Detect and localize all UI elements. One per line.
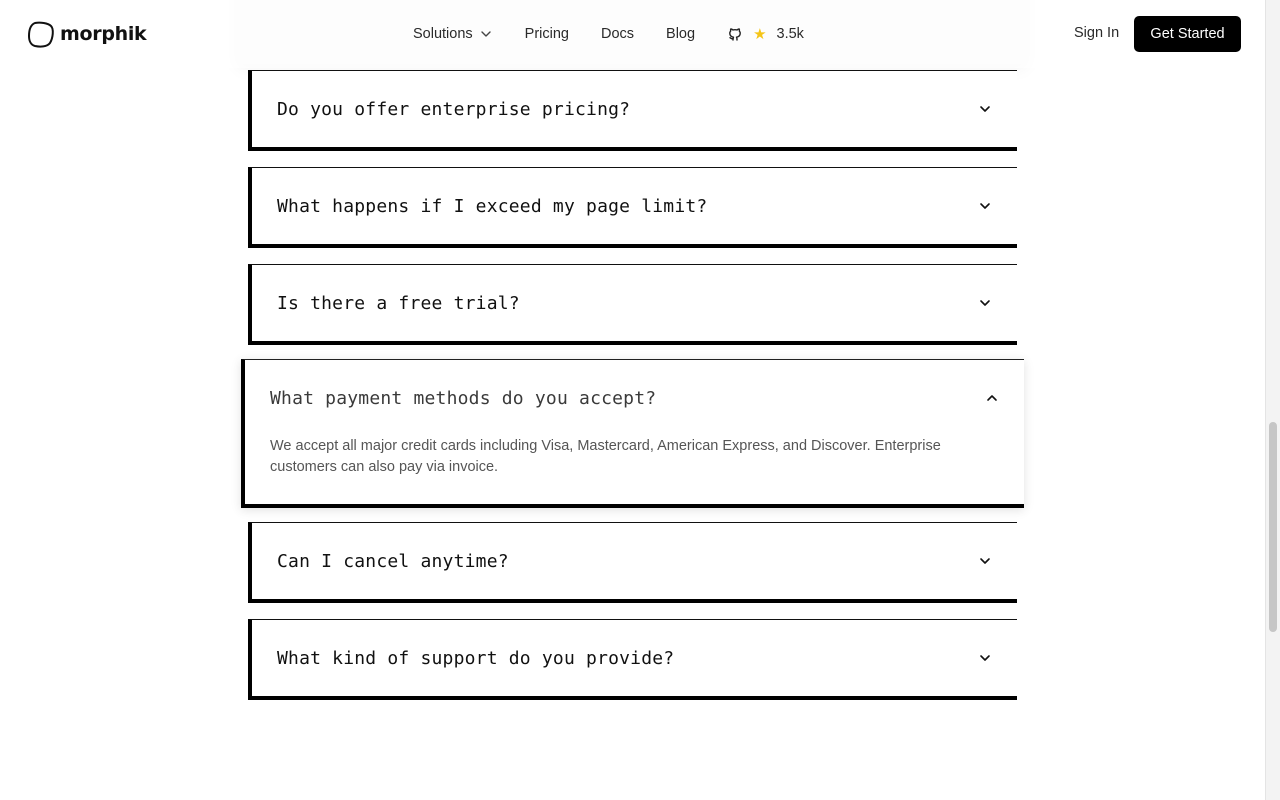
faq-item[interactable] xyxy=(248,619,1017,700)
sign-in-link[interactable]: Sign In xyxy=(1074,25,1120,41)
nav-blog-label: Blog xyxy=(666,26,696,42)
faq-question: What payment methods do you accept? xyxy=(270,387,657,409)
nav-docs[interactable] xyxy=(601,26,634,42)
github-stars-link[interactable] xyxy=(727,26,804,42)
chevron-down-icon xyxy=(977,295,993,311)
github-stars-count: 3.5k xyxy=(776,26,804,42)
chevron-up-icon xyxy=(984,390,1000,406)
site-header xyxy=(0,0,1266,68)
nav-solutions[interactable] xyxy=(413,26,493,42)
nav-solutions-label: Solutions xyxy=(413,26,473,42)
main-nav xyxy=(413,0,804,68)
faq-item[interactable] xyxy=(248,522,1017,603)
faq-question: Is there a free trial? xyxy=(277,292,520,314)
get-started-button[interactable]: Get Started xyxy=(1134,16,1241,52)
faq-item[interactable] xyxy=(248,167,1017,248)
star-icon: ★ xyxy=(753,25,767,43)
faq-question: What kind of support do you provide? xyxy=(277,647,675,669)
morphik-logo-icon xyxy=(26,19,56,49)
nav-pricing[interactable] xyxy=(525,26,569,42)
nav-blog[interactable] xyxy=(666,26,695,42)
faq-item[interactable] xyxy=(248,70,1017,151)
faq-question: Do you offer enterprise pricing? xyxy=(277,98,631,120)
logo-link[interactable] xyxy=(26,19,146,49)
nav-pricing-label: Pricing xyxy=(524,26,569,42)
faq-item[interactable] xyxy=(248,264,1017,345)
page-scrollbar[interactable] xyxy=(1265,0,1280,800)
chevron-down-icon xyxy=(977,198,993,214)
chevron-down-icon xyxy=(977,553,993,569)
chevron-down-icon xyxy=(479,27,493,41)
faq-question: What happens if I exceed my page limit? xyxy=(277,195,708,217)
github-icon xyxy=(727,26,743,42)
nav-docs-label: Docs xyxy=(600,26,635,42)
scrollbar-thumb[interactable] xyxy=(1269,422,1277,632)
chevron-down-icon xyxy=(977,101,993,117)
faq-item-expanded[interactable] xyxy=(241,359,1024,508)
chevron-down-icon xyxy=(977,650,993,666)
faq-question: Can I cancel anytime? xyxy=(277,550,509,572)
faq-answer: We accept all major credit cards including Visa, Mastercard, American Express, and Discover. Enterprise customers can also pay via invoice. xyxy=(270,438,941,475)
brand-name: morphik xyxy=(60,23,147,45)
